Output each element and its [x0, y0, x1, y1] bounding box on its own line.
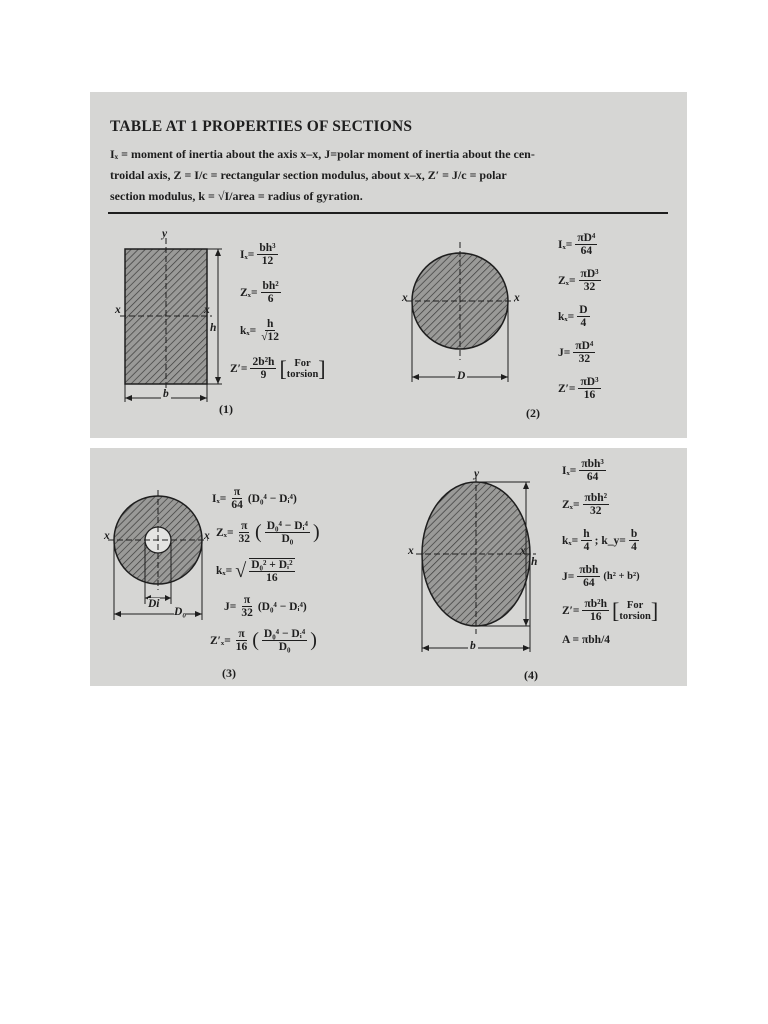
fig2-formula-j: J= $\frac{\text{πD⁴}}{32}$ — [558, 340, 594, 366]
fig4-number-label: (4) — [524, 668, 538, 682]
fig3-formula-zprime: Z′ₓ= $\frac{\pi}{16}$ ( D₀⁴ − Dᵢ⁴ D₀ ) — [210, 628, 317, 654]
fig3-dim-do-label: D₀ — [174, 606, 187, 618]
definition-line-2: troidal axis, Z = I/c = rectangular section modulus, about x–x, Z′ = J/c = polar — [110, 168, 507, 182]
fig3-formula-zx: Zₓ= $\frac{\pi}{32}$ ( D₀⁴ − Dᵢ⁴ D₀ ) — [216, 520, 320, 546]
fig1-axis-x-left-label: x — [115, 304, 121, 316]
fig3-axis-x-left-label: x — [104, 530, 110, 542]
fig4-formula-ix: Iₓ= πbh³ 64 — [562, 458, 604, 484]
scan-panel-bottom — [90, 448, 687, 686]
fig1-formula-zprime: Z′= $\frac{\text{2b²h}}{9}$ [ For torsion ] — [230, 355, 326, 382]
fig2-dim-d-label: D — [457, 370, 466, 382]
fig1-number-label: (1) — [219, 402, 233, 416]
fig1-formula-ix: Iₓ= $\frac{\text{bh³}}{12}$ — [240, 242, 276, 268]
fig3-dim-di-label: Di — [148, 598, 160, 610]
fig4-dim-h-label: h — [531, 556, 538, 568]
fig4-formula-zprime: Z′= $\frac{\text{πb²h}}{16}$ [ For torsion ] — [562, 597, 659, 624]
fig1-formula-kx: kₓ= $\frac{h}{√12}$ — [240, 318, 280, 344]
scan-panel-top — [90, 92, 687, 438]
table-title: TABLE AT 1 PROPERTIES OF SECTIONS — [110, 118, 413, 135]
fig4-formula-zx: Zₓ= πbh² 32 — [562, 492, 608, 518]
fig4-formula-area: A = πbh/4 — [562, 634, 611, 646]
fig4-axis-x-left-label: x — [408, 545, 414, 557]
fig1-axis-x-right-label: x — [204, 304, 210, 316]
fig2-axis-x-right-label: x — [514, 292, 520, 304]
fig2-formula-zprime: Z′= $\frac{\text{πD³}}{16}$ — [558, 376, 599, 402]
fig2-formula-kx: kₓ= $\frac{D}{4}$ — [558, 304, 588, 330]
fig4-axis-x-right-label: x — [520, 545, 526, 557]
fig2-formula-zx: Zₓ= $\frac{\text{πD³}}{32}$ — [558, 268, 599, 294]
fig2-number-label: (2) — [526, 406, 540, 420]
fig3-formula-kx: kₓ= √ D₀² + Dᵢ² 16 — [216, 559, 293, 585]
fig1-axis-y-label: y — [162, 228, 168, 240]
fig4-formula-kx-ky: kₓ= $\frac{h}{4}$ ; k_y= $\frac{b}{4}$ — [562, 528, 638, 554]
definition-line-3: section modulus, k = √I/area = radius of gyration. — [110, 189, 363, 203]
fig3-axis-x-right-label: x — [204, 530, 210, 542]
fig4-formula-j: J= πbh 64 (h² + b²) — [562, 564, 640, 590]
fig1-dim-h-label: h — [210, 322, 217, 334]
fig2-axis-x-left-label: x — [402, 292, 408, 304]
fig4-axis-y-label: y — [474, 468, 480, 480]
fig3-formula-ix: Iₓ= $\frac{\pi}{64}$ (D₀⁴ − Dᵢ⁴) — [212, 486, 297, 512]
fig1-formula-zx: Zₓ= $\frac{\text{bh²}}{6}$ — [240, 280, 279, 306]
fig1-dim-b-label: b — [163, 388, 169, 400]
fig4-dim-b-label: b — [470, 640, 476, 652]
fig3-number-label: (3) — [222, 666, 236, 680]
fig2-formula-ix: Iₓ= $\frac{\text{πD⁴}}{64}$ — [558, 232, 596, 258]
fig3-formula-j: J= $\frac{\pi}{32}$ (D₀⁴ − Dᵢ⁴) — [224, 594, 307, 620]
definition-line-1: Iₓ = moment of inertia about the axis x–x, J=polar moment of inertia about the cen- — [110, 147, 535, 161]
